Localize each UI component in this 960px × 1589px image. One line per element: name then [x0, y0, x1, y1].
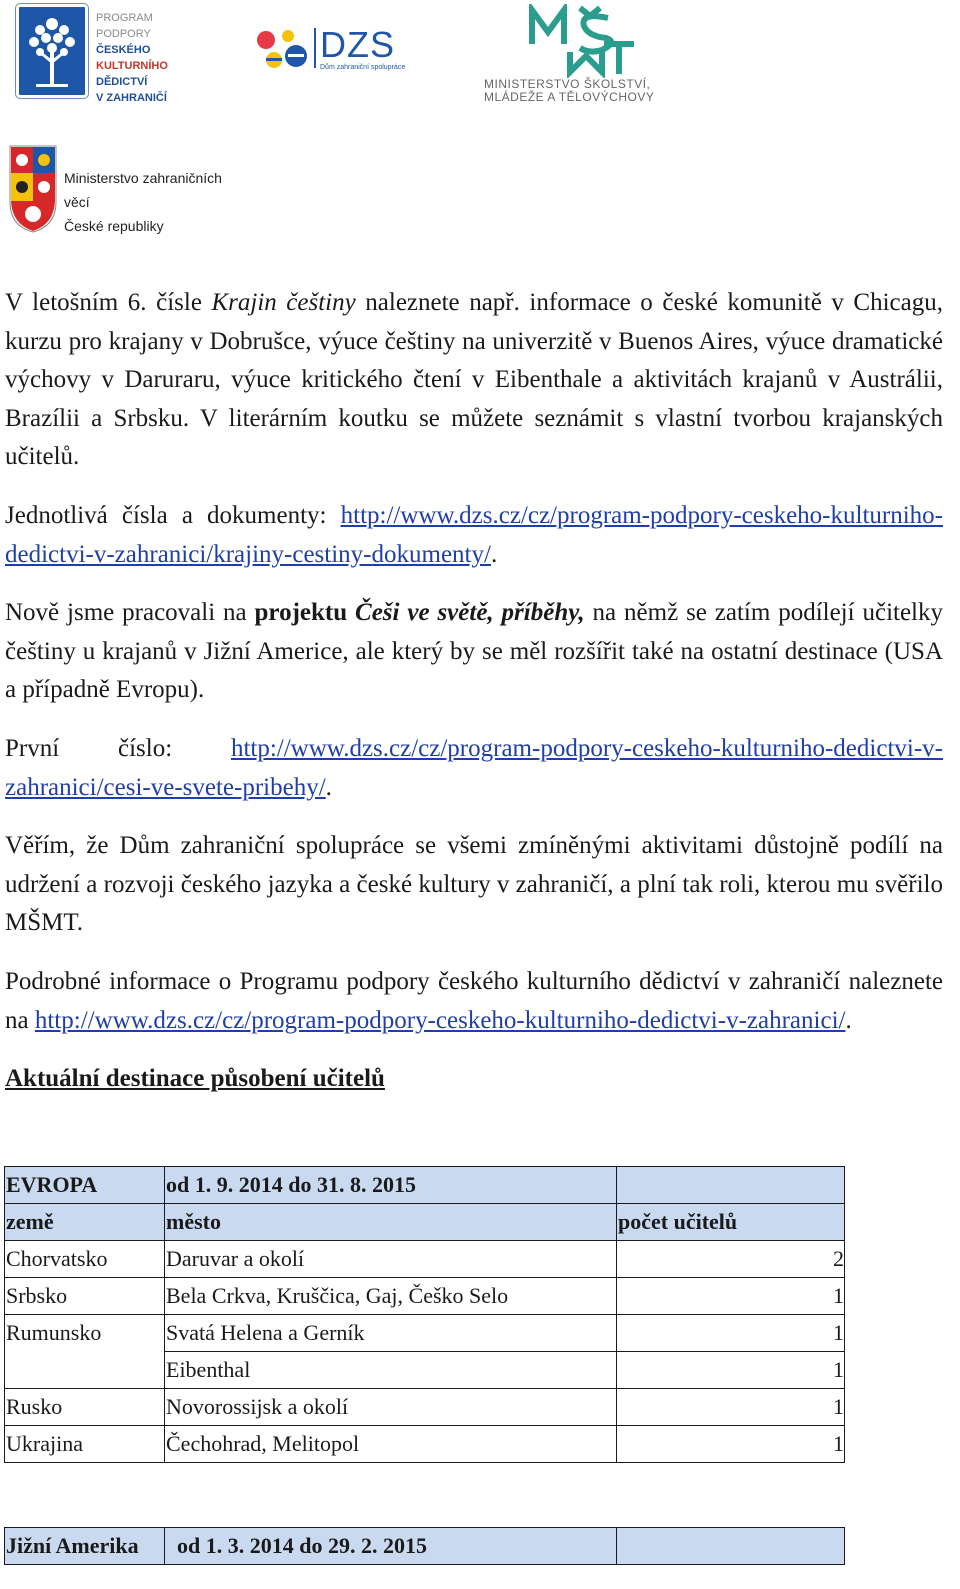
dzs-subtitle: Dům zahraniční spolupráce	[320, 64, 406, 71]
table-row: Eibenthal 1	[5, 1352, 845, 1389]
paragraph-info: Podrobné informace o Programu podpory českého kulturního dědictví v zahraničí naleznete na http://www.dzs.cz/cz/program-podpory-ceskeho-kulturniho-dedictvi-v-zahranici/.	[5, 967, 943, 1034]
msmt-monogram-icon	[484, 4, 674, 78]
table-row: Chorvatsko Daruvar a okolí 2	[5, 1241, 845, 1278]
paragraph-closing: Věřím, že Dům zahraniční spolupráce se všemi zmíněnými aktivitami důstojně podílí na udržení a rozvoji českého jazyka a české kultury v zahraničí, a plní tak roli, kterou mu svěřilo MŠMT.	[5, 832, 943, 937]
table-row: Ukrajina Čechohrad, Melitopol 1	[5, 1426, 845, 1463]
program-link[interactable]: http://www.dzs.cz/cz/program-podpory-ceskeho-kulturniho-dedictvi-v-zahranici/	[34, 1006, 846, 1034]
coat-of-arms-icon	[8, 142, 58, 234]
logo-header	[0, 0, 960, 240]
table-row: Srbsko Bela Crkva, Kruščica, Gaj, Češko Selo 1	[5, 1278, 845, 1315]
first-issue-link[interactable]: http://www.dzs.cz/cz/program-podpory-ceskeho-kulturniho-dedictvi-v-zahranici/cesi-ve-svete-pribehy/	[5, 734, 943, 801]
table-row: Rusko Novorossijsk a okolí 1	[5, 1389, 845, 1426]
magazine-title: Krajin češtiny	[211, 289, 356, 316]
program-podpory-logo	[16, 4, 196, 104]
paragraph-first-issue: První číslo: http://www.dzs.cz/cz/program-podpory-ceskeho-kulturniho-dedictvi-v-zahranici/cesi-ve-svete-pribehy/.	[5, 734, 943, 801]
column-header-row: země město počet učitelů	[5, 1204, 845, 1241]
mzv-logo	[8, 142, 248, 234]
program-podpory-text: PROGRAM PODPORY ČESKÉHO KULTURNÍHO DĚDICTVÍ V ZAHRANIČÍ	[96, 12, 168, 104]
paragraph-issue: V letošním 6. čísle Krajin češtiny naleznete např. informace o české komunitě v Chicagu, kurzu pro krajany v Dobrušce, výuce češtiny na univerzitě v Buenos Aires, výuce dramatické výchovy v Daruraru, výuce kritického čtení v Eibenthale a aktivitách krajanů v Austrálii, Brazílii a Srbsku. V literárním koutku se můžete seznámit s vlastní tvorbou krajanských učitelů.	[5, 289, 943, 471]
project-title: Češi ve světě, příběhy,	[355, 599, 585, 627]
period-cell: od 1. 3. 2014 do 29. 2. 2015	[165, 1528, 617, 1565]
table-header-row	[5, 1528, 845, 1565]
region-cell: EVROPA	[5, 1167, 165, 1204]
msmt-subtitle: MINISTERSTVO ŠKOLSTVÍ, MLÁDEŽE A TĚLOVÝCHOVY	[484, 77, 655, 104]
table-header-row	[5, 1167, 845, 1204]
table-row: Rumunsko Svatá Helena a Gerník 1	[5, 1315, 845, 1352]
divider	[314, 28, 316, 68]
dzs-logo	[252, 24, 422, 74]
period-cell: od 1. 9. 2014 do 31. 8. 2015	[165, 1167, 617, 1204]
section-heading: Aktuální destinace působení učitelů	[5, 1065, 385, 1093]
dzs-dots-icon	[252, 24, 314, 74]
document-body	[5, 284, 943, 1098]
region-cell: Jižní Amerika	[5, 1528, 165, 1565]
documents-link[interactable]: http://www.dzs.cz/cz/program-podpory-ceskeho-kulturniho-dedictvi-v-zahranici/krajiny-cestiny-dokumenty/	[5, 501, 943, 568]
msmt-logo	[484, 4, 674, 114]
tree-icon	[16, 4, 88, 98]
europe-table	[4, 1166, 845, 1463]
south-america-table	[4, 1527, 845, 1565]
mzv-text: Ministerstvo zahraničních věcí České republiky	[64, 170, 222, 234]
paragraph-project: Nově jsme pracovali na projektu Češi ve světě, příběhy, na němž se zatím podílejí učitelky češtiny u krajanů v Jižní Americe, ale který by se měl rozšířit také na ostatní destinace (USA a případně Evropu).	[5, 599, 943, 704]
dzs-wordmark: DZS	[320, 24, 395, 65]
paragraph-documents: Jednotlivá čísla a dokumenty: http://www.dzs.cz/cz/program-podpory-ceskeho-kulturniho-dedictvi-v-zahranici/krajiny-cestiny-dokumenty/.	[5, 501, 943, 568]
